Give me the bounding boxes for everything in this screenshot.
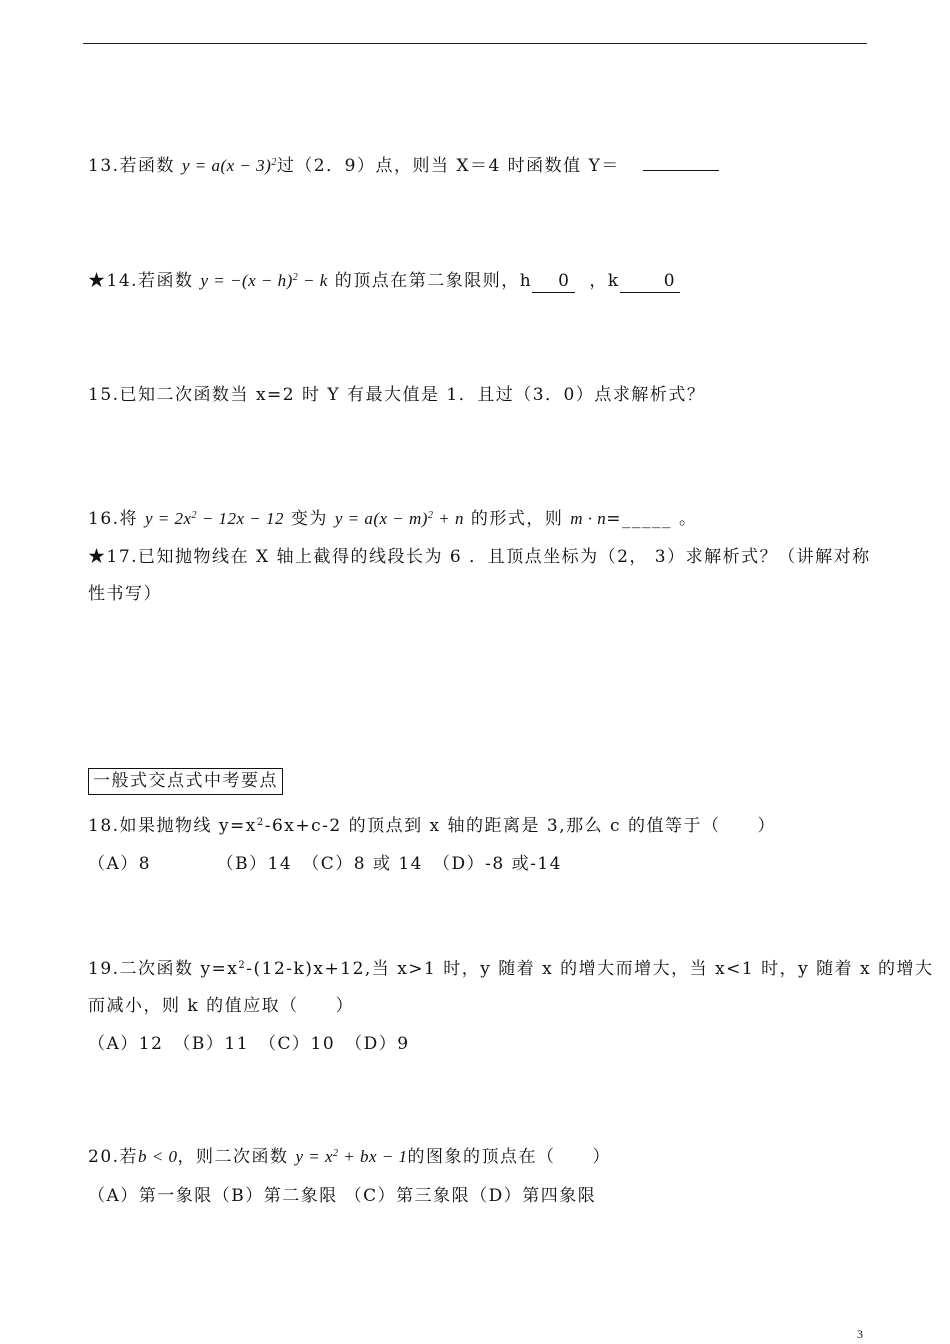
question-20-options: （A）第一象限（B）第二象限 （C）第三象限（D）第四象限 xyxy=(88,1186,597,1206)
q14-formula: $y = -(x - h)^2 - k$ xyxy=(200,271,328,290)
q16-formula-3: m · n xyxy=(570,509,607,528)
q14-h-blank[interactable]: 0 xyxy=(532,270,574,293)
question-20 xyxy=(88,1146,611,1168)
q13-tail: 过（2．9）点，则当 X＝4 时函数值 Y＝ xyxy=(276,156,620,176)
q16-formula-2: $y = a(x - m)^2 + n$ xyxy=(334,509,464,528)
q18-lead: 18.如果抛物线 y=x xyxy=(88,816,257,836)
q14-lead: ★14.若函数 xyxy=(88,271,194,291)
q16-tail-2: =_____ 。 xyxy=(606,509,698,529)
q13-lead: 13.若函数 xyxy=(88,156,176,176)
q20-lead: 20.若 xyxy=(88,1147,139,1167)
question-15: 15.已知二次函数当 x=2 时 Y 有最大值是 1．且过（3．0）点求解析式？ xyxy=(88,385,706,405)
q14-mid: 的顶点在第二象限则，h xyxy=(327,271,533,291)
question-13 xyxy=(88,155,719,177)
section-title-box: 一般式交点式中考要点 xyxy=(88,768,283,795)
q16-formula-1: $y = 2x^2 - 12x - 12$ xyxy=(144,509,285,528)
page-number: 3 xyxy=(857,1327,863,1341)
q16-mid: 变为 xyxy=(284,509,328,529)
q18-tail: -6x+c-2 的顶点到 x 轴的距离是 3,那么 c 的值等于（ ） xyxy=(264,816,776,836)
q13-formula: $y = a(x - 3)^2$ xyxy=(181,156,277,175)
question-19: 19.二次函数 $y=x^2-(12-k)x+12$,当 x>1 时，y 随着 x 的增大而增大，当 x<1 时，y 随着 x 的增大 xyxy=(88,959,934,979)
question-19-line-2: 而减小，则 k 的值应取（ ） xyxy=(88,996,355,1016)
question-18-options: （A）8 （B）14 （C）8 或 14 （D）-8 或-14 xyxy=(88,854,562,874)
header-rule xyxy=(83,43,867,44)
q16-tail-1: 的形式，则 xyxy=(463,509,564,529)
q19-lead: 19.二次函数 y=x xyxy=(88,959,239,979)
q20-tail: 的图象的顶点在（ ） xyxy=(407,1147,611,1167)
question-19-options: （A）12 （B）11 （C）10 （D）9 xyxy=(88,1034,410,1054)
q20-formula: $y = x^2$ + bx − 1 xyxy=(295,1147,408,1166)
q20-condition: b < 0 xyxy=(138,1147,178,1166)
q14-sep: ，k xyxy=(589,271,620,291)
question-18: 18.如果抛物线 $y=x^2-6x+c-2$ 的顶点到 x 轴的距离是 3,那么 c 的值等于（ ） xyxy=(88,816,776,836)
q19-tail: -(12-k)x+12,当 x>1 时，y 随着 x 的增大而增大，当 x<1 时，y 随着 x 的增大 xyxy=(246,959,934,979)
question-16 xyxy=(88,508,697,530)
question-17-line-1: ★17.已知抛物线在 X 轴上截得的线段长为 6 ．且顶点坐标为（2， 3）求解析式？（讲解对称 xyxy=(88,547,871,567)
q13-answer-blank[interactable] xyxy=(643,170,719,171)
question-17-line-2: 性书写） xyxy=(88,584,162,604)
q16-lead: 16.将 xyxy=(88,509,139,529)
q14-k-blank[interactable]: 0 xyxy=(620,270,680,293)
q20-mid: ，则二次函数 xyxy=(177,1147,289,1167)
question-14 xyxy=(88,270,680,293)
